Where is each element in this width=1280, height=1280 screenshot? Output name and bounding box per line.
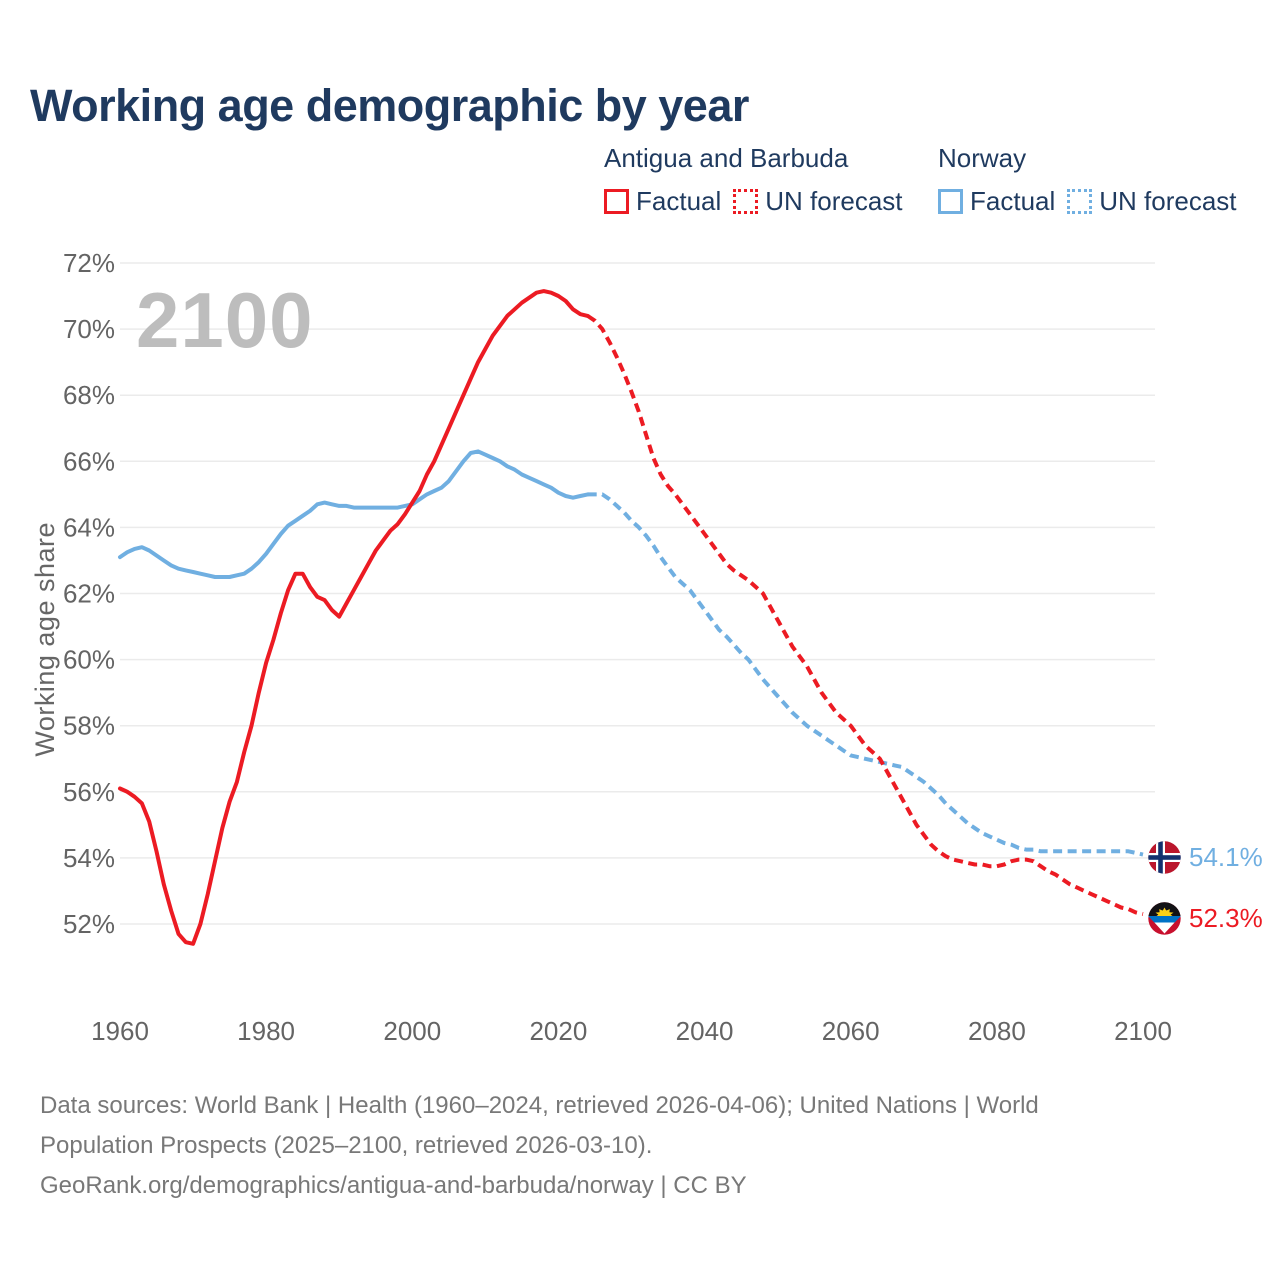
y-tick-label: 62%: [62, 578, 115, 609]
legend-item-label: UN forecast: [1099, 186, 1237, 216]
x-tick-label: 2020: [529, 1016, 588, 1046]
y-tick-label: 68%: [62, 380, 115, 411]
norway-end-value: 54.1%: [1189, 842, 1263, 872]
antigua-end-value: 52.3%: [1189, 903, 1263, 933]
y-axis-title: Working age share: [30, 522, 60, 757]
legend-item-label: Factual: [636, 186, 722, 216]
legend-country-label: Antigua and Barbuda: [604, 143, 849, 173]
x-tick-label: 2060: [821, 1016, 880, 1046]
y-tick-label: 64%: [62, 512, 115, 543]
x-tick-label: 2100: [1114, 1016, 1172, 1046]
attribution-footer: [40, 1086, 1039, 1206]
attribution-url-line: GeoRank.org/demographics/antigua-and-barbuda/norway | CC BY: [40, 1172, 747, 1199]
legend-item-label: UN forecast: [765, 186, 903, 216]
y-tick-label: 52%: [62, 909, 115, 939]
x-tick-label: 2040: [675, 1016, 734, 1046]
norway-factual-line: [120, 451, 588, 577]
y-tick-label: 66%: [62, 446, 115, 477]
y-tick-label: 60%: [62, 644, 115, 675]
chart-title: Working age demographic by year: [30, 80, 749, 131]
watermark-year: 2100: [136, 276, 314, 364]
y-tick-label: 54%: [62, 842, 115, 873]
y-tick-label: 70%: [62, 314, 115, 345]
antigua-and-barbuda-factual-line: [120, 291, 588, 944]
legend-country-label: Norway: [938, 143, 1027, 173]
antigua-end-label: [1148, 902, 1263, 935]
x-tick-label: 2000: [383, 1016, 442, 1046]
legend-item-label: Factual: [970, 186, 1056, 216]
antigua-and-barbuda-forecast-line: [588, 316, 1143, 914]
x-tick-label: 1960: [91, 1016, 149, 1046]
x-tick-label: 2080: [967, 1016, 1026, 1046]
y-tick-label: 56%: [62, 776, 115, 807]
y-tick-label: 58%: [62, 710, 115, 741]
antigua-and-barbuda-flag-icon: [1148, 902, 1181, 935]
y-tick-label: 72%: [62, 248, 115, 278]
x-tick-label: 1980: [237, 1016, 296, 1046]
data-sources-line-2: Population Prospects (2025–2100, retrieved 2026-03-10).: [40, 1132, 653, 1159]
norway-forecast-line: [588, 494, 1143, 854]
norway-end-label: [1148, 841, 1263, 874]
data-sources-line-1: Data sources: World Bank | Health (1960–2024, retrieved 2026-04-06); United Nations | World: [40, 1092, 1039, 1119]
norway-flag-icon: [1148, 841, 1181, 874]
